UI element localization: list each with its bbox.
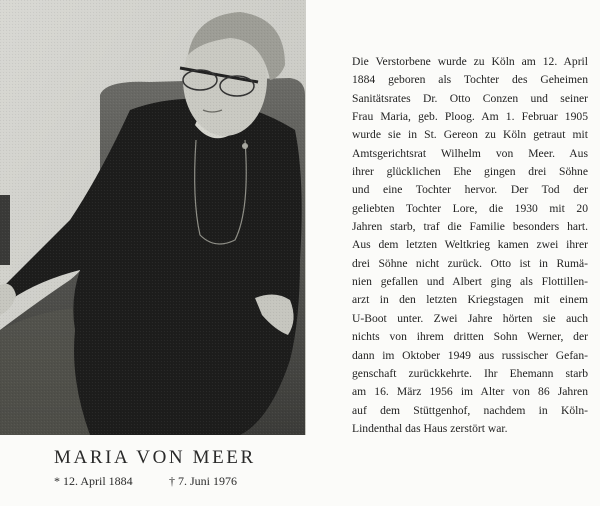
text-line: und eine Tochter hervor. Der Tod der [352,183,588,197]
death-date: † 7. Juni 1976 [169,474,238,488]
text-line: Sanitätsrates Dr. Otto Conzen und seiner [352,91,588,105]
text-line: nien gefallen und Albert ging als Flottillen- [352,275,588,289]
text-line: genschaft zurückkehrte. Ihr Ehemann starb [352,366,588,380]
text-line: auf dem Stüttgenhof, nachdem in Köln- [352,403,588,417]
text-line: wurde sie in St. Gereon zu Köln getraut mit [352,128,588,142]
text-line: ihrer glücklichen Ehe gingen drei Söhne [352,165,588,179]
portrait-photo [0,0,306,435]
birth-date: * 12. April 1884 [54,474,133,488]
deceased-name: MARIA VON MEER [54,447,256,468]
text-line: am 16. März 1956 im Alter von 86 Jahren [352,385,588,399]
obituary-text [352,53,588,438]
text-line: Die Verstorbene wurde zu Köln am 12. April [352,55,588,68]
text-line: Amtsgerichtsrat Wilhelm von Meer. Aus [352,146,588,160]
text-line: Jahren starb, traf die Familie besonders hart. [352,220,588,234]
text-line: Frau Maria, geb. Ploog. Am 1. Februar 1905 [352,110,588,124]
text-line: Aus dem letzten Weltkrieg kamen zwei ihrer [352,238,588,252]
text-line: nichts von ihrem dritten Sohn Werner, der [352,330,588,344]
text-line: geliebten Tochter Lore, die 1930 mit 20 [352,201,588,215]
text-line: arzt in den letzten Kriegstagen mit einem [352,293,588,307]
text-line: 1884 geboren als Tochter des Geheimen [352,73,588,87]
portrait-image [0,0,306,435]
text-line: Lindenthal das Haus zerstört war. [352,421,508,435]
text-line: dann im Oktober 1949 aus russischer Gefan- [352,348,588,362]
text-line: U-Boot unter. Zwei Jahre hörten sie auch [352,311,588,325]
text-line: drei Söhne nicht zurück. Otto ist in Rumä- [352,256,588,270]
